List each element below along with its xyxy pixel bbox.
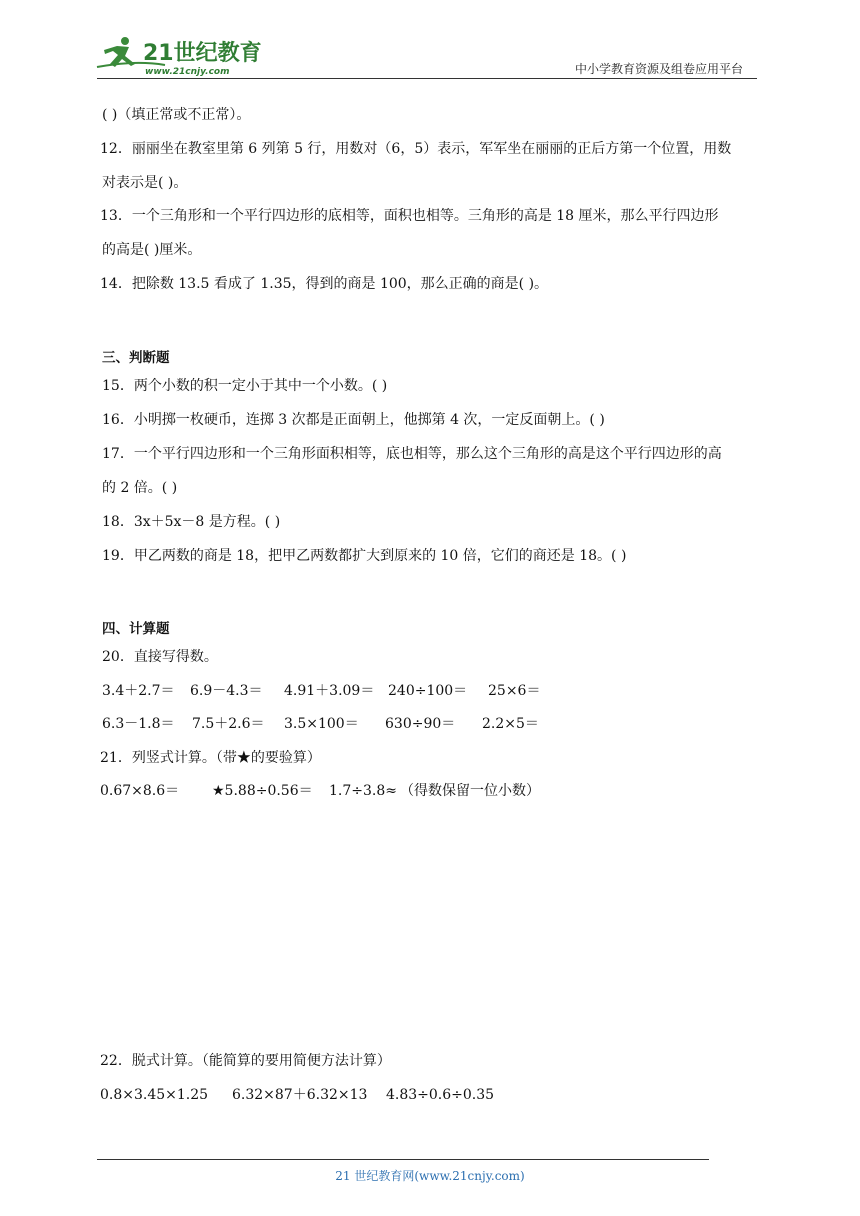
question-21: 21．列竖式计算。（带★的要验算） <box>100 750 321 766</box>
q20-item: 25×6＝ <box>488 683 541 699</box>
q21-item: 0.67×8.6＝ <box>100 783 180 799</box>
header-platform-text: 中小学教育资源及组卷应用平台 <box>575 62 744 76</box>
question-18: 18．3x＋5x－8 是方程。( ) <box>102 514 281 530</box>
q20-item: 6.9－4.3＝ <box>190 683 263 699</box>
question-12-line2: 对表示是( )。 <box>102 175 188 191</box>
q21-note: （得数保留一位小数） <box>400 783 540 799</box>
question-14: 14．把除数 13.5 看成了 1.35，得到的商是 100，那么正确的商是( )。 <box>100 276 549 292</box>
q20-item: 4.91＋3.09＝ <box>284 683 375 699</box>
q20-item: 7.5＋2.6＝ <box>192 716 265 732</box>
question-12-line1: 12．丽丽坐在教室里第 6 列第 5 行，用数对（6，5）表示，军军坐在丽丽的正后方第一个位置，用数 <box>100 141 732 157</box>
logo-url: www.21cnjy.com <box>145 67 230 77</box>
question-22: 22．脱式计算。（能简算的要用简便方法计算） <box>100 1053 391 1069</box>
q20-item: 3.5×100＝ <box>284 716 359 732</box>
question-20: 20．直接写得数。 <box>102 649 218 665</box>
q21-item: 1.7÷3.8≈ <box>329 783 397 799</box>
question-13-line1: 13．一个三角形和一个平行四边形的底相等，面积也相等。三角形的高是 18 厘米，那么平行四边形 <box>100 208 719 224</box>
q20-item: 2.2×5＝ <box>482 716 539 732</box>
question-17-line1: 17．一个平行四边形和一个三角形面积相等，底也相等，那么这个三角形的高是这个平行四边形的高 <box>102 446 722 462</box>
question-16: 16．小明掷一枚硬币，连掷 3 次都是正面朝上，他掷第 4 次，一定反面朝上。( ) <box>102 412 605 428</box>
question-17-line2: 的 2 倍。( ) <box>102 480 178 496</box>
site-logo <box>95 34 265 78</box>
footer-divider <box>97 1159 709 1160</box>
header-divider <box>97 78 757 79</box>
section-3-title: 三、判断题 <box>102 350 170 366</box>
q20-item: 6.3－1.8＝ <box>102 716 175 732</box>
question-19: 19．甲乙两数的商是 18，把甲乙两数都扩大到原来的 10 倍，它们的商还是 18。( ) <box>102 548 627 564</box>
q20-item: 3.4＋2.7＝ <box>102 683 175 699</box>
q22-item: 0.8×3.45×1.25 <box>100 1087 209 1103</box>
section-4-title: 四、计算题 <box>102 621 170 637</box>
question-13-line2: 的高是( )厘米。 <box>102 242 202 258</box>
q22-item: 6.32×87＋6.32×13 <box>232 1087 368 1103</box>
q22-item: 4.83÷0.6÷0.35 <box>386 1087 495 1103</box>
q21-item: ★5.88÷0.56＝ <box>212 783 313 799</box>
q20-item: 630÷90＝ <box>385 716 456 732</box>
logo-title: 21世纪教育 <box>143 41 262 66</box>
q20-item: 240÷100＝ <box>388 683 468 699</box>
question-15: 15．两个小数的积一定小于其中一个小数。( ) <box>102 378 388 394</box>
footer-text: 21 世纪教育网(www.21cnjy.com) <box>335 1169 525 1183</box>
question-11-tail: ( )（填正常或不正常）。 <box>102 107 251 123</box>
